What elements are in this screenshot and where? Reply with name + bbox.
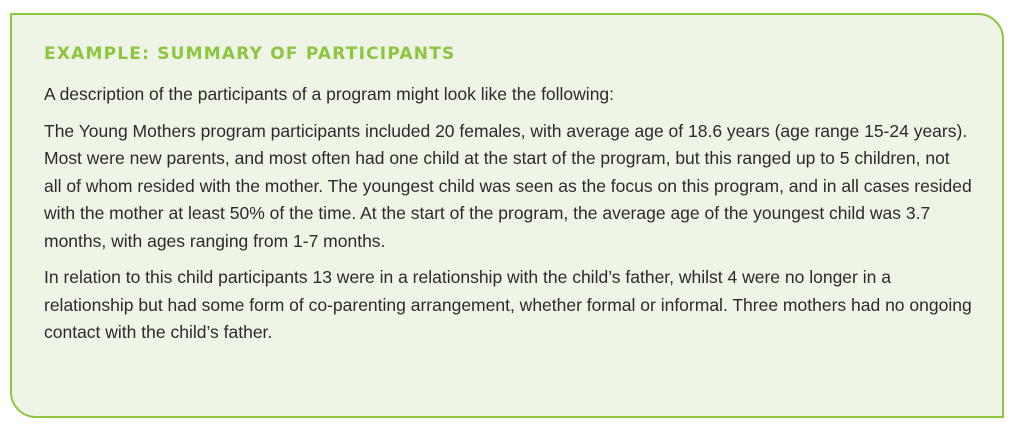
example-box [10,13,1004,418]
relationship-paragraph: In relation to this child participants 13 were in a relationship with the child’s father, whilst 4 were no longer in a relationship but had some form of co-parenting arrangement, whether formal or informal. Three mothers had no ongoing contact with the child’s father. [44,267,972,342]
intro-paragraph: A description of the participants of a program might look like the following: [44,84,615,104]
example-heading: EXAMPLE: SUMMARY OF PARTICIPANTS [44,44,456,64]
participants-paragraph: The Young Mothers program participants included 20 females, with average age of 18.6 years (age range 15-24 years). Most were new parents, and most often had one child at the start of the program, but this ranged up to 5 children, not all of whom resided with the mother. The youngest child was seen as the focus on this program, and in all cases resided with the mother at least 50% of the time. At the start of the program, the average age of the youngest child was 3.7 months, with ages ranging from 1-7 months. [44,120,972,251]
